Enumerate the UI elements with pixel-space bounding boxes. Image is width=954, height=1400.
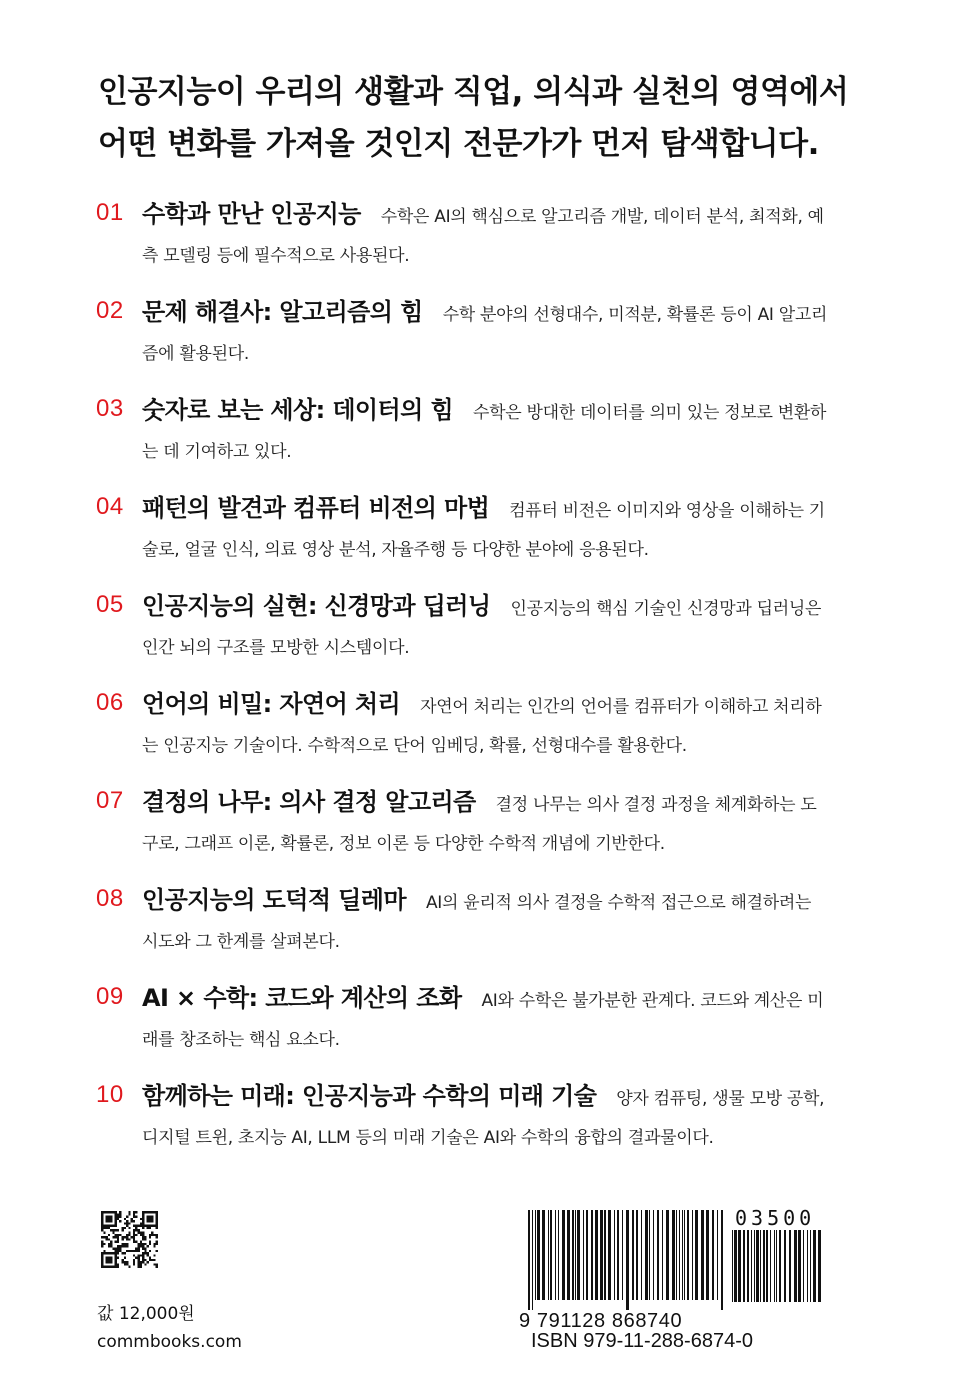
chapter-description: 결정 나무는 의사 결정 과정을 체계화하는 도구로, 그래프 이론, 확률론, 정보 이론 등 다양한 수학적 개념에 기반한다.	[142, 795, 817, 854]
chapter-description: 수학은 방대한 데이터를 의미 있는 정보로 변환하는 데 기여하고 있다.	[142, 403, 827, 462]
chapter-item	[96, 391, 836, 463]
website: commbooks.com	[97, 1332, 242, 1352]
chapter-title: 인공지능의 도덕적 딜레마	[142, 886, 406, 914]
chapter-number: 10	[96, 1081, 124, 1108]
ean-number: 9 791128 868740	[519, 1310, 683, 1332]
chapter-description: 자연어 처리는 인간의 언어를 컴퓨터가 이해하고 처리하는 인공지능 기술이다. 수학적으로 단어 임베딩, 확률, 선형대수를 활용한다.	[142, 697, 822, 756]
chapter-number: 03	[96, 395, 124, 422]
ean-barcode-bars	[527, 1210, 727, 1310]
chapter-description: 수학 분야의 선형대수, 미적분, 확률론 등이 AI 알고리즘에 활용된다.	[142, 305, 828, 364]
price: 값 12,000원	[97, 1304, 195, 1324]
chapter-item	[96, 587, 836, 659]
chapter-number: 04	[96, 493, 124, 520]
chapter-title: 인공지능의 실현: 신경망과 딥러닝	[142, 592, 491, 620]
chapter-description: 수학은 AI의 핵심으로 알고리즘 개발, 데이터 분석, 최적화, 예측 모델링 등에 필수적으로 사용된다.	[142, 207, 824, 266]
chapter-item	[96, 783, 836, 855]
chapter-number: 07	[96, 787, 124, 814]
headline-line-1: 인공지능이 우리의 생활과 직업, 의식과 실천의 영역에서	[98, 74, 849, 110]
price-block	[97, 1300, 242, 1356]
isbn-number: ISBN 979-11-288-6874-0	[531, 1330, 753, 1352]
chapter-item	[96, 685, 836, 757]
addon-code: 03500	[735, 1206, 816, 1230]
chapter-number: 09	[96, 983, 124, 1010]
chapter-description: 양자 컴퓨팅, 생물 모방 공학, 디지털 트윈, 초지능 AI, LLM 등의 미래 기술은 AI와 수학의 융합의 결과물이다.	[142, 1089, 825, 1148]
chapter-item	[96, 979, 836, 1051]
chapter-item	[96, 293, 836, 365]
headline-line-2: 어떤 변화를 가져올 것인지 전문가가 먼저 탐색합니다.	[98, 126, 819, 162]
addon-barcode-bars	[731, 1230, 823, 1312]
headline	[98, 66, 858, 170]
chapter-item	[96, 195, 836, 267]
chapter-description: AI의 윤리적 의사 결정을 수학적 접근으로 해결하려는 시도와 그 한계를 살펴본다.	[142, 893, 812, 952]
chapter-description: 인공지능의 핵심 기술인 신경망과 딥러닝은 인간 뇌의 구조를 모방한 시스템이다.	[142, 599, 822, 658]
chapter-number: 05	[96, 591, 124, 618]
chapter-title: 수학과 만난 인공지능	[142, 200, 361, 228]
chapter-list	[96, 195, 836, 1175]
chapter-description: AI와 수학은 불가분한 관계다. 코드와 계산은 미래를 창조하는 핵심 요소다.	[142, 991, 824, 1050]
chapter-number: 01	[96, 199, 124, 226]
chapter-number: 08	[96, 885, 124, 912]
isbn-barcode	[519, 1206, 827, 1360]
chapter-number: 06	[96, 689, 124, 716]
chapter-title: AI × 수학: 코드와 계산의 조화	[142, 984, 462, 1012]
chapter-title: 언어의 비밀: 자연어 처리	[142, 690, 401, 718]
chapter-item	[96, 489, 836, 561]
chapter-item	[96, 1077, 836, 1149]
chapter-title: 함께하는 미래: 인공지능과 수학의 미래 기술	[142, 1082, 597, 1110]
chapter-title: 패턴의 발견과 컴퓨터 비전의 마법	[142, 494, 490, 522]
chapter-title: 결정의 나무: 의사 결정 알고리즘	[142, 788, 476, 816]
chapter-title: 문제 해결사: 알고리즘의 힘	[142, 298, 423, 326]
chapter-description: 컴퓨터 비전은 이미지와 영상을 이해하는 기술로, 얼굴 인식, 의료 영상 분석, 자율주행 등 다양한 분야에 응용된다.	[142, 501, 825, 560]
chapter-title: 숫자로 보는 세상: 데이터의 힘	[142, 396, 454, 424]
chapter-number: 02	[96, 297, 124, 324]
qr-code-icon	[101, 1211, 158, 1268]
chapter-item	[96, 881, 836, 953]
